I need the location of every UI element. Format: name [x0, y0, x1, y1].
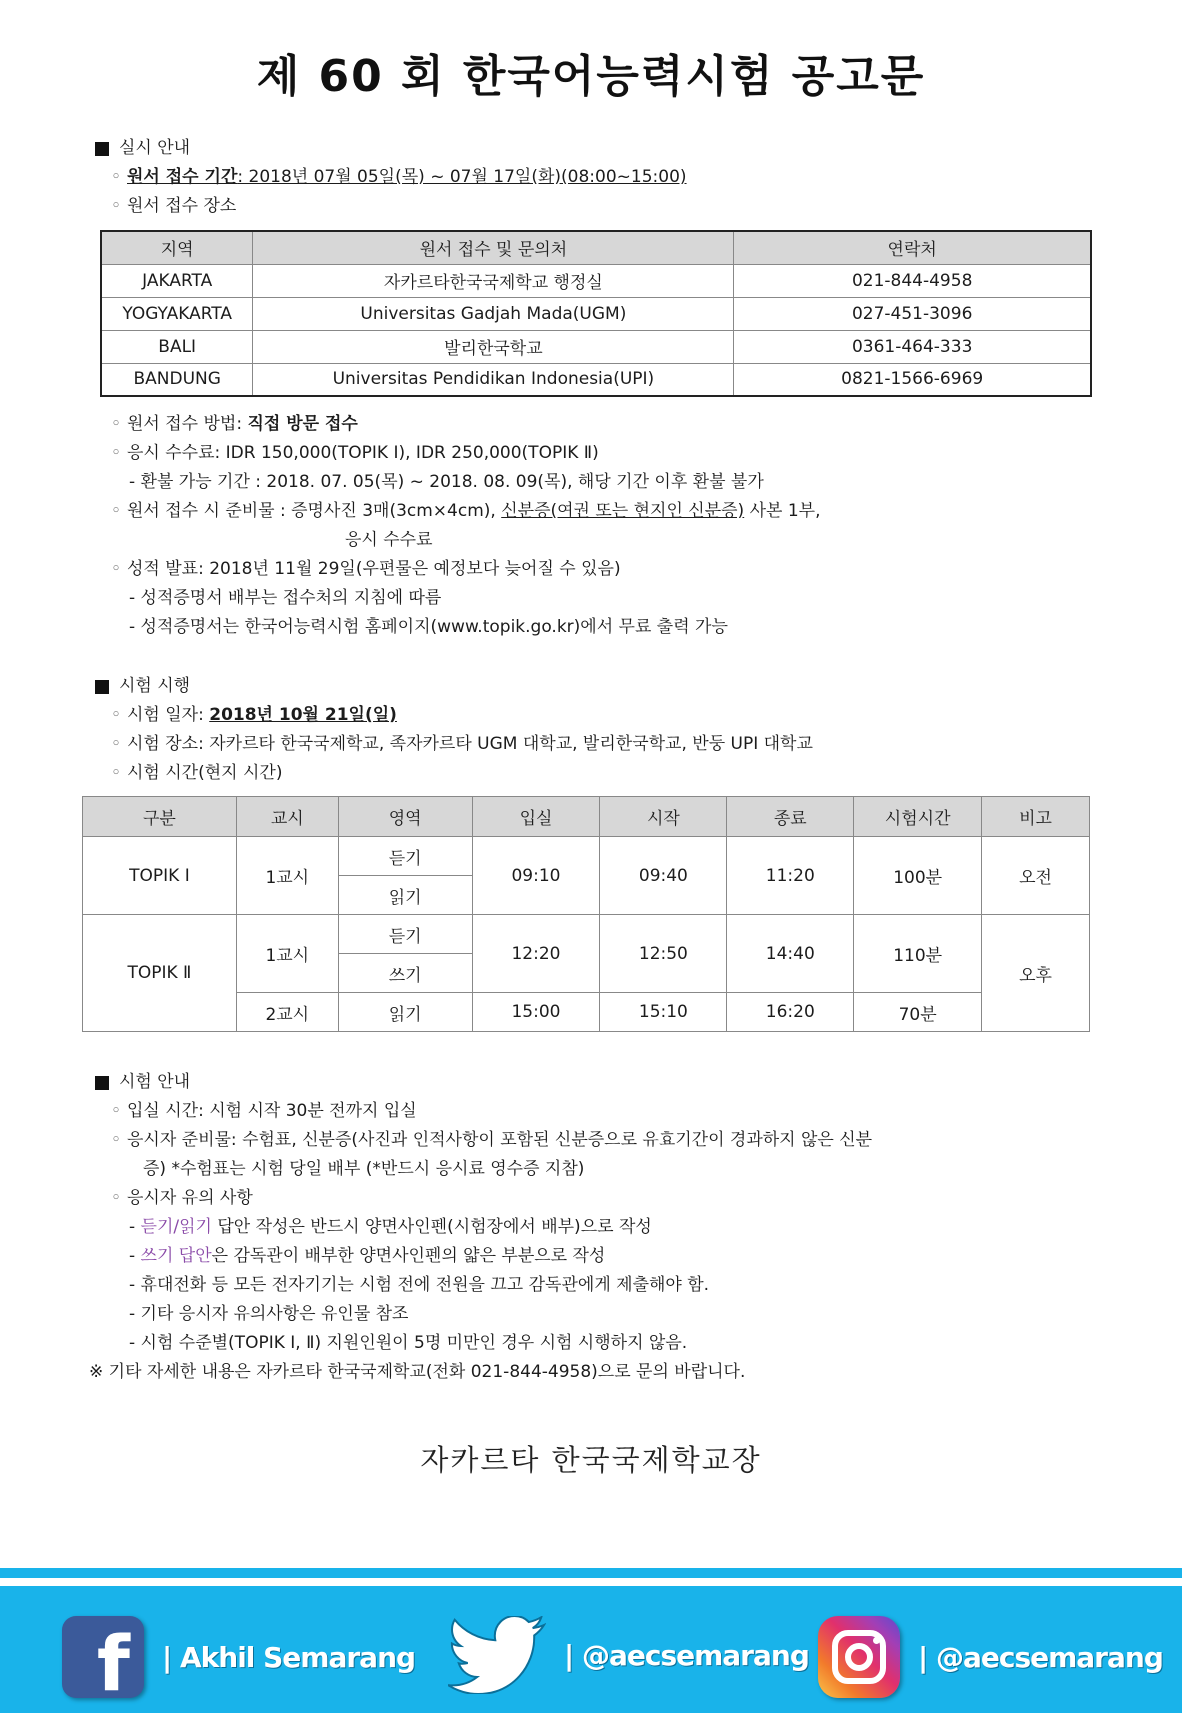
period-cell: 1교시 [236, 915, 338, 993]
table-header: 시험시간 [854, 797, 982, 837]
level-cell: TOPIK Ⅱ [83, 915, 237, 1032]
social-footer [0, 1586, 1182, 1713]
table-row [101, 330, 1091, 363]
bullet-icon: ◦ [111, 414, 122, 434]
time-label-text: 시험 시간(현지 시간) [127, 763, 283, 783]
table-row [83, 837, 1090, 876]
table-header: 지역 [101, 231, 253, 264]
period-cell: 2교시 [236, 993, 338, 1032]
instagram-link[interactable] [818, 1616, 1163, 1698]
location-label-text: 원서 접수 장소 [127, 196, 237, 216]
contact-cell: 0361-464-333 [734, 330, 1091, 363]
table-header: 영역 [338, 797, 472, 837]
exam-schedule-table [82, 796, 1090, 1032]
contact-cell: 027-451-3096 [734, 297, 1091, 330]
instagram-icon [818, 1616, 900, 1698]
bullet-icon: ◦ [111, 1130, 122, 1150]
table-header: 입실 [472, 797, 600, 837]
prep-id-document: 신분증(여권 또는 현지인 신분증) [501, 501, 745, 521]
note-text: 답안 작성은 반드시 양면사인펜(시험장에서 배부)으로 작성 [211, 1217, 652, 1237]
period-label: 원서 접수 기간 [127, 167, 238, 187]
end-cell: 14:40 [727, 915, 854, 993]
facebook-link[interactable] [62, 1616, 416, 1708]
note-5: - 시험 수준별(TOPIK Ⅰ, Ⅱ) 지원인원이 5명 미만인 경우 시험 시행하지 않음. [129, 1333, 688, 1353]
table-header: 교시 [236, 797, 338, 837]
table-row [101, 264, 1091, 297]
prep-suffix: 사본 1부, [744, 501, 821, 521]
notes-label-text: 응시자 유의 사항 [127, 1188, 253, 1208]
section-heading-text: 시험 안내 [119, 1072, 191, 1092]
result-sub-1: - 성적증명서 배부는 접수처의 지침에 따름 [129, 588, 442, 608]
period-cell: 1교시 [236, 837, 338, 915]
note-highlight: 듣기/읽기 [140, 1217, 212, 1237]
bullet-icon: ◦ [111, 1101, 122, 1121]
exam-time-label [95, 759, 1095, 788]
bullet-icon: ◦ [111, 559, 122, 579]
signature: 자카르타 한국국제학교장 [420, 1443, 762, 1477]
note-dash: - [129, 1246, 141, 1266]
area-cell: 듣기 [338, 915, 472, 954]
square-bullet-icon [95, 1076, 109, 1090]
note-4: - 기타 응시자 유의사항은 유인물 참조 [129, 1304, 409, 1324]
entry-cell: 09:10 [472, 837, 600, 915]
duration-cell: 100분 [854, 837, 982, 915]
region-cell: BALI [101, 330, 253, 363]
place-cell: 자카르타한국국제학교 행정실 [253, 264, 734, 297]
bullet-icon: ◦ [111, 443, 122, 463]
start-cell: 09:40 [600, 837, 727, 915]
note-cell: 오후 [982, 915, 1090, 1032]
entry-time [95, 1097, 1105, 1126]
section-heading-text: 실시 안내 [119, 138, 191, 158]
page-title: 제 60 회 한국어능력시험 공고문 [256, 51, 926, 102]
fee-text: 응시 수수료: IDR 150,000(TOPIK Ⅰ), IDR 250,000(TOPIK Ⅱ) [127, 443, 599, 463]
facebook-icon: f [62, 1616, 144, 1698]
bullet-icon: ◦ [111, 705, 122, 725]
table-header: 연락처 [734, 231, 1091, 264]
place-cell: 발리한국학교 [253, 330, 734, 363]
square-bullet-icon [95, 680, 109, 694]
method-label: 원서 접수 방법: [127, 414, 248, 434]
table-row [101, 363, 1091, 396]
bullet-icon: ◦ [111, 167, 122, 187]
section-heading [95, 1068, 1105, 1097]
exam-fee [95, 439, 1095, 468]
table-header: 구분 [83, 797, 237, 837]
duration-cell: 110분 [854, 915, 982, 993]
prep-continuation: 응시 수수료 [345, 530, 433, 550]
end-cell: 16:20 [727, 993, 854, 1032]
bullet-icon: ◦ [111, 763, 122, 783]
result-text: 성적 발표: 2018년 11월 29일(우편물은 예정보다 늦어질 수 있음) [127, 559, 621, 579]
venue-text: 시험 장소: 자카르타 한국국제학교, 족자카르타 UGM 대학교, 발리한국학교, 반둥 UPI 대학교 [127, 734, 813, 754]
bullet-icon: ◦ [111, 734, 122, 754]
result-sub-2: - 성적증명서는 한국어능력시험 홈페이지(www.topik.go.kr)에서 무료 출력 가능 [129, 617, 728, 637]
table-row [83, 915, 1090, 954]
application-method [95, 410, 1095, 439]
note-highlight: 쓰기 답안 [140, 1246, 212, 1266]
candidate-preparation-cont: 증) *수험표는 시험 당일 배부 (*반드시 응시료 영수증 지참) [143, 1159, 585, 1179]
area-cell: 읽기 [338, 876, 472, 915]
application-location-label [95, 192, 1095, 221]
section-notice-details [95, 410, 1095, 642]
note-dash: - [129, 1217, 141, 1237]
exam-date [95, 701, 1095, 730]
section-heading [95, 134, 1095, 163]
exam-venue [95, 730, 1095, 759]
note-1 [95, 1213, 1105, 1242]
application-period [95, 163, 1095, 192]
note-text: 은 감독관이 배부한 양면사인펜의 얇은 부분으로 작성 [211, 1246, 606, 1266]
facebook-handle: | Akhil Semarang [162, 1640, 416, 1674]
section-heading [95, 672, 1095, 701]
date-label: 시험 일자: [127, 705, 210, 725]
region-cell: BANDUNG [101, 363, 253, 396]
entry-time-text: 입실 시간: 시험 시작 30분 전까지 입실 [127, 1101, 417, 1121]
prep-prefix: 원서 접수 시 준비물 : 증명사진 3매(3cm×4cm), [127, 501, 502, 521]
twitter-icon [448, 1616, 546, 1694]
entry-cell: 15:00 [472, 993, 600, 1032]
table-header: 비고 [982, 797, 1090, 837]
entry-cell: 12:20 [472, 915, 600, 993]
area-cell: 듣기 [338, 837, 472, 876]
level-cell: TOPIK Ⅰ [83, 837, 237, 915]
start-cell: 12:50 [600, 915, 727, 993]
twitter-link[interactable] [448, 1616, 809, 1694]
candidate-notes-label [95, 1184, 1105, 1213]
table-header: 원서 접수 및 문의처 [253, 231, 734, 264]
twitter-handle: | @aecsemarang [564, 1638, 809, 1672]
application-preparation [95, 497, 1095, 526]
result-announcement [95, 555, 1095, 584]
bullet-icon: ◦ [111, 501, 122, 521]
end-cell: 11:20 [727, 837, 854, 915]
table-header: 시작 [600, 797, 727, 837]
footnote: ※ 기타 자세한 내용은 자카르타 한국국제학교(전화 021-844-4958)으로 문의 바랍니다. [89, 1362, 746, 1382]
place-cell: Universitas Gadjah Mada(UGM) [253, 297, 734, 330]
note-cell: 오전 [982, 837, 1090, 915]
region-cell: JAKARTA [101, 264, 253, 297]
section-exam [95, 672, 1095, 788]
method-value: 직접 방문 접수 [247, 414, 358, 434]
instagram-handle: | @aecsemarang [918, 1640, 1163, 1674]
table-header: 종료 [727, 797, 854, 837]
area-cell: 읽기 [338, 993, 472, 1032]
contact-cell: 021-844-4958 [734, 264, 1091, 297]
section-guide [89, 1068, 1105, 1387]
place-cell: Universitas Pendidikan Indonesia(UPI) [253, 363, 734, 396]
bullet-icon: ◦ [111, 1188, 122, 1208]
duration-cell: 70분 [854, 993, 982, 1032]
footer-divider [0, 1568, 1182, 1578]
region-cell: YOGYAKARTA [101, 297, 253, 330]
note-2 [95, 1242, 1105, 1271]
prep-line-1: 응시자 준비물: 수험표, 신분증(사진과 인적사항이 포함된 신분증으로 유효기간이 경과하지 않은 신분 [127, 1130, 873, 1150]
square-bullet-icon [95, 142, 109, 156]
candidate-preparation [95, 1126, 1105, 1155]
note-3: - 휴대전화 등 모든 전자기기는 시험 전에 전원을 끄고 감독관에게 제출해야 함. [129, 1275, 710, 1295]
section-heading-text: 시험 시행 [119, 676, 191, 696]
refund-period: - 환불 가능 기간 : 2018. 07. 05(목) ~ 2018. 08. 09(목), 해당 기간 이후 환불 불가 [129, 472, 764, 492]
date-value: 2018년 10월 21일(일) [209, 705, 397, 725]
area-cell: 쓰기 [338, 954, 472, 993]
table-row [101, 297, 1091, 330]
start-cell: 15:10 [600, 993, 727, 1032]
section-notice [95, 134, 1095, 221]
application-location-table [100, 230, 1092, 397]
period-value: : 2018년 07월 05일(목) ~ 07월 17일(화)(08:00~15:00) [237, 167, 687, 187]
bullet-icon: ◦ [111, 196, 122, 216]
contact-cell: 0821-1566-6969 [734, 363, 1091, 396]
